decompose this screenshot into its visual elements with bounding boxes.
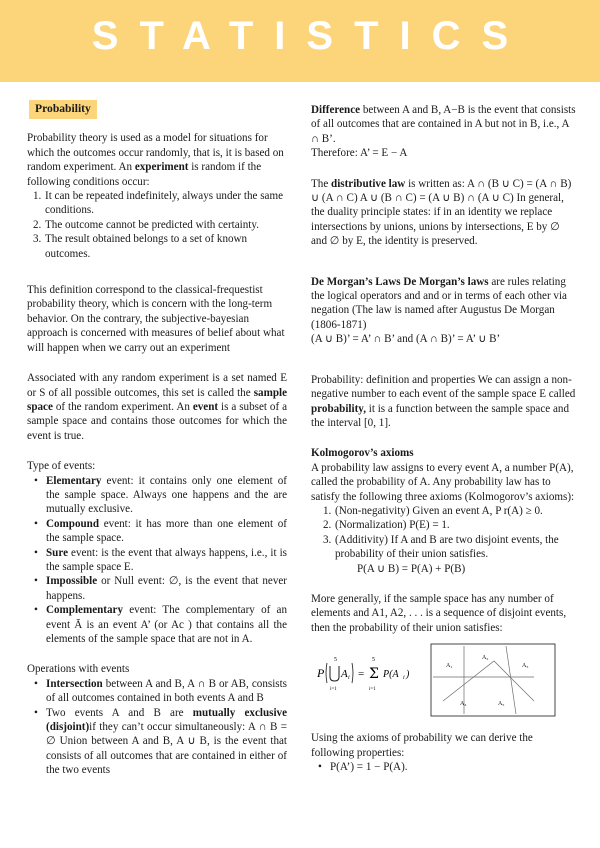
type-term: Sure	[46, 546, 68, 559]
list-item	[311, 533, 577, 562]
item-number: 1.	[33, 190, 42, 203]
op-text: Two events A and B are	[46, 706, 193, 719]
formula-sub-right: i	[403, 675, 405, 682]
distributive-term: distributive law	[331, 177, 406, 190]
item-text: (Normalization) P(E) = 1.	[335, 519, 450, 532]
de-morgan-paragraph	[311, 275, 577, 333]
sample-text-end: is a subset of a sample space and contains those outcomes for which the event is true.	[27, 400, 288, 442]
list-item: • Impossible or Null event: ∅, is the event that never happens.	[34, 575, 287, 602]
type-term: Elementary	[46, 474, 102, 487]
list-item: • Compound event: it has more than one element of the sample space.	[34, 517, 287, 545]
probability-term: probability,	[311, 402, 366, 415]
sample-text-mid: of the random experiment. An	[52, 400, 193, 413]
list-item	[311, 504, 577, 518]
partition-diagram	[430, 643, 556, 717]
type-text: event: it has more than one element of the sample space.	[46, 517, 287, 545]
type-term: Compound	[46, 517, 100, 530]
sample-space-paragraph	[27, 371, 287, 443]
event-types-list	[27, 474, 287, 647]
formula-figure-row	[311, 643, 577, 721]
op-text: between A and B, A ∩ B or AB, consists of all outcomes contained in both events A and B	[46, 677, 287, 705]
kolmogorov-heading	[311, 446, 577, 460]
kolmogorov-paragraph: A probability law assigns to every event A, a number P(A), called the probability of A. Any probability law has to satisfy the following three axioms (Kolmogorov’s axioms):	[311, 461, 575, 503]
venn-label: A₁	[446, 663, 453, 670]
probability-definition-paragraph	[311, 373, 577, 431]
intro-text-end: is random if the following conditions occur:	[27, 161, 262, 188]
definition-paragraph: This definition correspond to the classical-frequestist probability theory, which is concern with the long-term behavior. On the contrary, the subjective-bayesian approach is concerned with measures of belief about what will happen when we carry out an experiment	[27, 284, 285, 354]
venn-label: A₄	[460, 701, 467, 708]
dist-text: The	[311, 177, 332, 190]
difference-therefore: Therefore: A’ = E − A	[311, 147, 408, 160]
list-item: • Intersection between A and B, A ∩ B or AB, consists of all outcomes contained in both events A and B	[34, 677, 287, 705]
axioms-list	[311, 504, 577, 562]
type-text: event: is the event that always happens, i.e., it is the sample space E.	[46, 546, 287, 573]
de-morgan-formula: (A ∪ B)’ = A’ ∩ B’ and (A ∩ B)’ = A’ ∪ B’	[311, 333, 501, 346]
intro-paragraph	[27, 131, 287, 189]
sample-space-box	[431, 644, 555, 716]
properties-list	[311, 760, 577, 774]
item-number: 1.	[323, 504, 332, 517]
formula-p-right: P(A	[383, 669, 399, 681]
formula-lower-right: i=1	[369, 687, 376, 693]
de-morgan-term: De Morgan’s Laws De Morgan’s laws	[311, 275, 489, 288]
type-text: event: it contains only one element of the sample space. Always one happens and the are mutually exclusive.	[46, 474, 287, 516]
item-text: It can be repeated indefinitely, always under the same conditions.	[45, 190, 284, 217]
formula-paren-open	[326, 663, 327, 683]
mutually-exclusive-term: mutually exclusive (disjoint)	[46, 706, 288, 734]
prob-text-end: it is a function between the sample space and the interval [0, 1].	[311, 402, 569, 429]
additivity-formula: P(A ∪ B) = P(A) + P(B)	[357, 562, 466, 575]
list-item: • Sure event: is the event that always happens, i.e., it is the sample space E.	[34, 546, 287, 573]
formula-equals: =	[358, 668, 365, 681]
intro-text: Probability theory is used as a model for situations for which the outcomes occur randomly, that is, it is based on random experiment. An	[27, 132, 284, 174]
formula-close: )	[406, 669, 410, 681]
type-term: Impossible	[46, 575, 98, 588]
item-number: 3.	[33, 233, 42, 246]
list-item: • Complementary event: The complementary of an event Ā is an event A’ (or Ac ) that contains all the elements of the sample space that are not in A.	[34, 604, 287, 645]
de-morgan-text: are rules relating the logical operators and and or in terms of each other via negation (The law is named after Augustus De Morgan (1806-1871)	[311, 275, 567, 331]
operations-heading: Operations with events	[27, 663, 130, 676]
formula-p-left: P	[317, 666, 325, 681]
difference-paragraph	[311, 103, 577, 146]
item-text: The outcome cannot be predicted with certainty.	[45, 218, 259, 231]
formula-paren-close	[352, 663, 353, 683]
using-axioms-paragraph: Using the axioms of probability we can derive the following properties:	[311, 732, 533, 759]
item-number: 2.	[323, 519, 332, 532]
formula-upper-right: 5	[372, 657, 375, 664]
difference-text: between A and B, A−B is the event that consists of all outcomes that are contained in A but not in B, i.e., A ∩ B’.	[311, 104, 576, 145]
item-number: 2.	[33, 218, 42, 231]
difference-term: Difference	[311, 104, 361, 116]
op-text-end: if they can’t occur simultaneously: A ∩ B = ∅ Union between A and B, A ∪ B, is the event that consists of all outcomes that are contained in either of the two events	[46, 721, 287, 777]
property-text: P(A’) = 1 − P(A).	[330, 761, 408, 773]
prob-text: Probability: definition and properties We can assign a non-negative number to each event of the sample space E called	[311, 373, 576, 401]
probability-section-tag: Probability	[29, 100, 97, 119]
right-column	[311, 103, 577, 774]
distributive-paragraph	[311, 177, 577, 249]
conditions-list	[27, 189, 287, 261]
type-text: or Null event: ∅, is the event that never happens.	[46, 575, 287, 602]
summation-icon: Σ	[369, 666, 379, 683]
formula-upper-left: 5	[334, 657, 337, 664]
big-union-icon	[330, 666, 339, 681]
list-item	[27, 218, 287, 232]
list-item: • P(A’) = 1 − P(A).	[318, 761, 408, 773]
item-number: 3.	[323, 533, 332, 546]
type-term: Complementary	[46, 604, 124, 617]
sample-text: Associated with any random experiment is a set named E or S of all possible outcomes, this set is called the	[27, 372, 287, 399]
list-item: • Two events A and B are mutually exclusive (disjoint)if they can’t occur simultaneously: A ∩ B = ∅ Union between A and B, A ∪ B, is the event that consists of all outcomes that are contained in either of the two events	[34, 706, 288, 777]
list-item	[27, 232, 287, 261]
operations-list	[27, 677, 287, 778]
experiment-term: experiment	[134, 161, 189, 174]
item-text: The result obtained belongs to a set of known outcomes.	[45, 233, 248, 260]
dist-text-end: is written as: A ∩ (B ∪ C) = (A ∩ B) ∪ (A ∩ C) A ∪ (B ∩ C) = (A ∪ B) ∩ (A ∪ C) In general, the duality principle states: if in an identity we replace intersections by unions, unions by intersections, E by ∅ and ∅ by E, the identity is preserved.	[311, 177, 572, 248]
venn-label: A₂	[482, 655, 489, 662]
venn-label: A₃	[522, 663, 529, 670]
left-column	[27, 96, 287, 778]
intersection-term: Intersection	[46, 677, 103, 690]
formula-sub-left: i	[348, 675, 350, 682]
item-text: (Non-negativity) Given an event A, P r(A) ≥ 0.	[335, 504, 543, 517]
union-sum-formula	[315, 647, 415, 697]
list-item: • Elementary event: it contains only one element of the sample space. Always one happens and the are mutually exclusive.	[34, 474, 287, 516]
event-term: event	[192, 400, 219, 413]
types-heading: Type of events:	[27, 460, 96, 473]
formula-a-left: A	[341, 668, 348, 681]
page-title: STATISTICS	[91, 14, 530, 58]
item-text: (Additivity) If A and B are two disjoint events, the probability of their union satisfies.	[335, 533, 559, 561]
type-text: event: The complementary of an event Ā is an event A’ (or Ac ) that contains all the elements of the sample space that are not in A.	[46, 604, 287, 645]
list-item	[311, 518, 577, 532]
formula-lower-left: i=1	[330, 687, 337, 693]
sample-space-term: sample space	[27, 386, 287, 413]
title-banner	[0, 0, 600, 82]
venn-label: A₅	[498, 701, 505, 708]
general-paragraph: More generally, if the sample space has any number of elements and A1, A2, . . . is a sequence of disjoint events, then the probability of their union satisfies:	[311, 592, 567, 634]
kolmogorov-heading-text: Kolmogorov’s axioms	[311, 447, 414, 460]
list-item	[27, 189, 287, 218]
